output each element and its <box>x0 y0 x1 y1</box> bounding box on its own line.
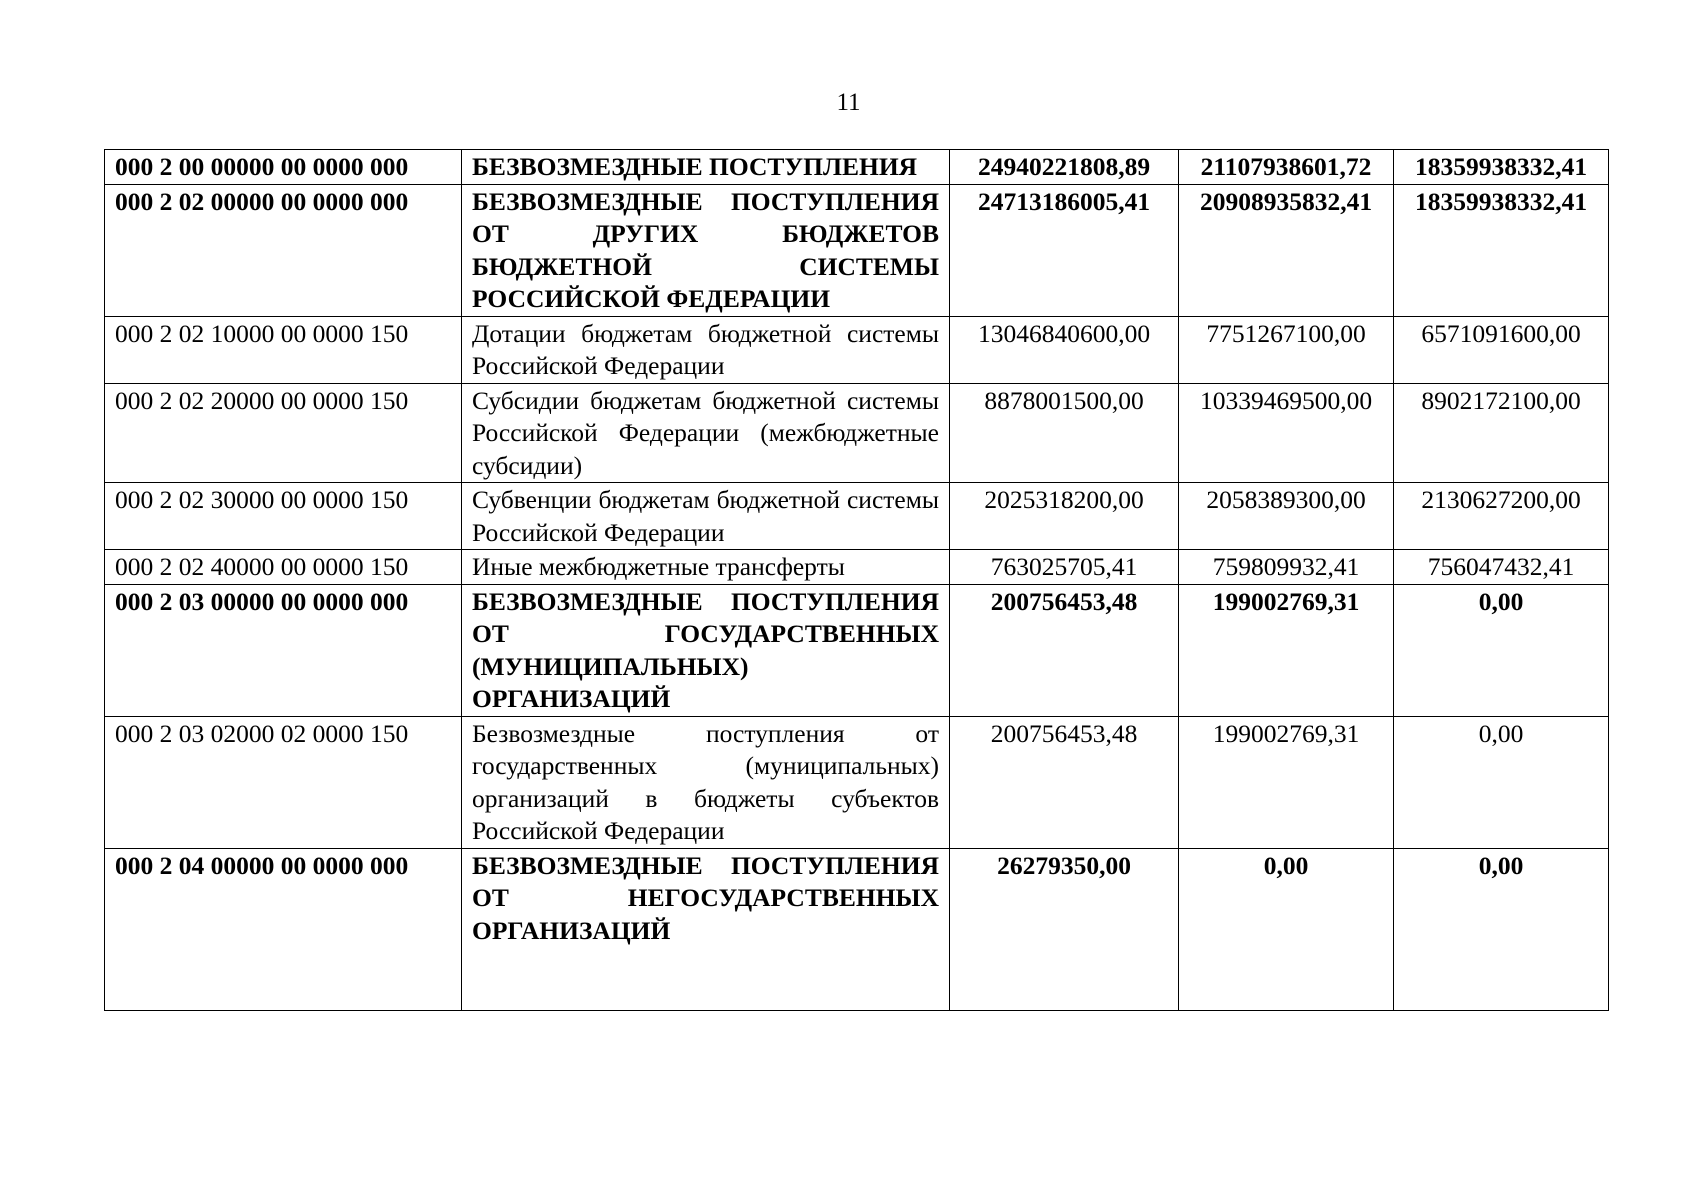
item-name: Субвенции бюджетам бюджетной системы Российской Федерации <box>462 483 950 550</box>
budget-code: 000 2 02 30000 00 0000 150 <box>105 483 462 550</box>
item-name: Субсидии бюджетам бюджетной системы Российской Федерации (межбюджетные субсидии) <box>462 383 950 483</box>
item-name: БЕЗВОЗМЕЗДНЫЕ ПОСТУПЛЕНИЯ ОТ ГОСУДАРСТВЕННЫХ (МУНИЦИПАЛЬНЫХ) ОРГАНИЗАЦИЙ <box>462 584 950 716</box>
table-row <box>105 584 1609 716</box>
amount-col1: 763025705,41 <box>950 550 1179 585</box>
amount-col1: 26279350,00 <box>950 848 1179 1010</box>
table-row <box>105 483 1609 550</box>
budget-code: 000 2 02 20000 00 0000 150 <box>105 383 462 483</box>
table-row <box>105 184 1609 316</box>
amount-col3: 18359938332,41 <box>1394 150 1609 185</box>
table-row <box>105 150 1609 185</box>
amount-col3: 756047432,41 <box>1394 550 1609 585</box>
amount-col2: 199002769,31 <box>1179 716 1394 848</box>
budget-code: 000 2 04 00000 00 0000 000 <box>105 848 462 1010</box>
table-row <box>105 716 1609 848</box>
amount-col3: 0,00 <box>1394 716 1609 848</box>
item-name: БЕЗВОЗМЕЗДНЫЕ ПОСТУПЛЕНИЯ <box>462 150 950 185</box>
budget-code: 000 2 03 00000 00 0000 000 <box>105 584 462 716</box>
item-name: Иные межбюджетные трансферты <box>462 550 950 585</box>
amount-col1: 2025318200,00 <box>950 483 1179 550</box>
table-row <box>105 316 1609 383</box>
budget-code: 000 2 03 02000 02 0000 150 <box>105 716 462 848</box>
budget-code: 000 2 00 00000 00 0000 000 <box>105 150 462 185</box>
amount-col3: 8902172100,00 <box>1394 383 1609 483</box>
item-name: Дотации бюджетам бюджетной системы Российской Федерации <box>462 316 950 383</box>
amount-col1: 24713186005,41 <box>950 184 1179 316</box>
item-name: Безвозмездные поступления от государственных (муниципальных) организаций в бюджеты субъектов Российской Федерации <box>462 716 950 848</box>
amount-col2: 759809932,41 <box>1179 550 1394 585</box>
amount-col1: 8878001500,00 <box>950 383 1179 483</box>
amount-col3: 0,00 <box>1394 584 1609 716</box>
amount-col3: 6571091600,00 <box>1394 316 1609 383</box>
budget-code: 000 2 02 00000 00 0000 000 <box>105 184 462 316</box>
amount-col2: 10339469500,00 <box>1179 383 1394 483</box>
table-row <box>105 848 1609 1010</box>
table-row <box>105 550 1609 585</box>
amount-col2: 20908935832,41 <box>1179 184 1394 316</box>
page-number: 11 <box>836 89 861 116</box>
amount-col2: 2058389300,00 <box>1179 483 1394 550</box>
amount-col3: 2130627200,00 <box>1394 483 1609 550</box>
amount-col1: 24940221808,89 <box>950 150 1179 185</box>
amount-col1: 13046840600,00 <box>950 316 1179 383</box>
budget-code: 000 2 02 40000 00 0000 150 <box>105 550 462 585</box>
amount-col1: 200756453,48 <box>950 716 1179 848</box>
amount-col2: 7751267100,00 <box>1179 316 1394 383</box>
revenue-table <box>104 149 1609 1011</box>
amount-col1: 200756453,48 <box>950 584 1179 716</box>
item-name: БЕЗВОЗМЕЗДНЫЕ ПОСТУПЛЕНИЯ ОТ НЕГОСУДАРСТВЕННЫХ ОРГАНИЗАЦИЙ <box>462 848 950 1010</box>
budget-code: 000 2 02 10000 00 0000 150 <box>105 316 462 383</box>
amount-col2: 0,00 <box>1179 848 1394 1010</box>
amount-col2: 199002769,31 <box>1179 584 1394 716</box>
item-name: БЕЗВОЗМЕЗДНЫЕ ПОСТУПЛЕНИЯ ОТ ДРУГИХ БЮДЖЕТОВ БЮДЖЕТНОЙ СИСТЕМЫ РОССИЙСКОЙ ФЕДЕРАЦИИ <box>462 184 950 316</box>
amount-col3: 18359938332,41 <box>1394 184 1609 316</box>
amount-col3: 0,00 <box>1394 848 1609 1010</box>
table-row <box>105 383 1609 483</box>
amount-col2: 21107938601,72 <box>1179 150 1394 185</box>
